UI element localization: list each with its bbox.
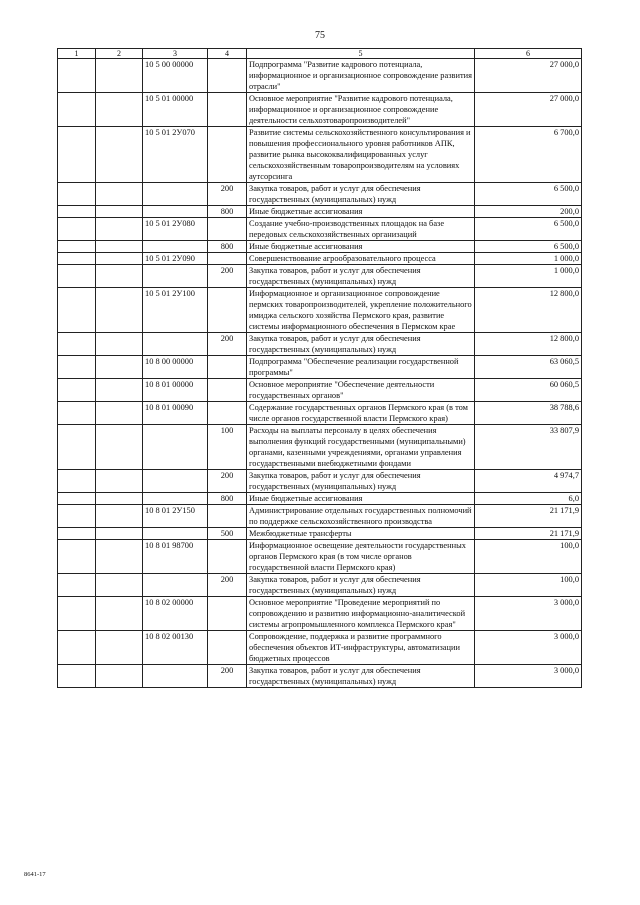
table-row <box>58 379 582 402</box>
item-name: Закупка товаров, работ и услуг для обеспечения государственных (муниципальных) нужд <box>247 574 475 597</box>
col2-cell <box>96 218 143 241</box>
col1-cell <box>58 505 96 528</box>
col1-cell <box>58 356 96 379</box>
table-row <box>58 493 582 505</box>
footer-code: 8641-17 <box>24 871 46 878</box>
col2-cell <box>96 288 143 333</box>
item-name: Сопровождение, поддержка и развитие программного обеспечения объектов ИТ-инфраструктуры, автоматизации бюджетных процессов <box>247 631 475 665</box>
amount-value: 3 000,0 <box>475 665 582 688</box>
target-article-code: 10 5 01 2У070 <box>143 127 208 183</box>
amount-value: 6 500,0 <box>475 218 582 241</box>
table-row <box>58 218 582 241</box>
item-name: Основное мероприятие "Обеспечение деятельности государственных органов" <box>247 379 475 402</box>
table-row <box>58 470 582 493</box>
col1-cell <box>58 574 96 597</box>
expense-type-code <box>208 218 247 241</box>
amount-value: 4 974,7 <box>475 470 582 493</box>
amount-value: 3 000,0 <box>475 597 582 631</box>
table-row <box>58 333 582 356</box>
table-row <box>58 93 582 127</box>
target-article-code: 10 8 01 98700 <box>143 540 208 574</box>
item-name: Основное мероприятие "Развитие кадрового потенциала, информационное и организационное сопровождение деятельности сельхозтоваропроизводителей" <box>247 93 475 127</box>
expense-type-code <box>208 597 247 631</box>
amount-value: 27 000,0 <box>475 59 582 93</box>
target-article-code <box>143 241 208 253</box>
col2-cell <box>96 206 143 218</box>
expense-type-code <box>208 505 247 528</box>
item-name: Иные бюджетные ассигнования <box>247 206 475 218</box>
col1-cell <box>58 528 96 540</box>
col2-cell <box>96 631 143 665</box>
col1-cell <box>58 127 96 183</box>
col1-cell <box>58 470 96 493</box>
col1-cell <box>58 540 96 574</box>
table-row <box>58 402 582 425</box>
col2-cell <box>96 505 143 528</box>
amount-value: 6,0 <box>475 493 582 505</box>
target-article-code: 10 8 01 00090 <box>143 402 208 425</box>
col2-cell <box>96 470 143 493</box>
table-row <box>58 505 582 528</box>
table-row <box>58 528 582 540</box>
header-cell-5: 5 <box>247 49 475 59</box>
amount-value: 6 700,0 <box>475 127 582 183</box>
expense-type-code <box>208 540 247 574</box>
target-article-code: 10 8 02 00000 <box>143 597 208 631</box>
col2-cell <box>96 665 143 688</box>
col1-cell <box>58 379 96 402</box>
item-name: Закупка товаров, работ и услуг для обеспечения государственных (муниципальных) нужд <box>247 665 475 688</box>
amount-value: 1 000,0 <box>475 253 582 265</box>
header-cell-3: 3 <box>143 49 208 59</box>
expense-type-code: 200 <box>208 665 247 688</box>
table-row <box>58 127 582 183</box>
col2-cell <box>96 356 143 379</box>
target-article-code <box>143 265 208 288</box>
col1-cell <box>58 218 96 241</box>
expense-type-code: 200 <box>208 574 247 597</box>
table-row <box>58 206 582 218</box>
target-article-code <box>143 470 208 493</box>
col2-cell <box>96 574 143 597</box>
expense-type-code: 100 <box>208 425 247 470</box>
item-name: Основное мероприятие "Проведение мероприятий по сопровождению и развитию информационно-аналитической системы агропромышленного комплекса Пермского края" <box>247 597 475 631</box>
target-article-code <box>143 206 208 218</box>
amount-value: 12 800,0 <box>475 288 582 333</box>
col2-cell <box>96 493 143 505</box>
expense-type-code: 800 <box>208 493 247 505</box>
amount-value: 33 807,9 <box>475 425 582 470</box>
col1-cell <box>58 597 96 631</box>
col1-cell <box>58 333 96 356</box>
target-article-code <box>143 183 208 206</box>
target-article-code: 10 8 01 00000 <box>143 379 208 402</box>
target-article-code: 10 8 01 2У150 <box>143 505 208 528</box>
col1-cell <box>58 183 96 206</box>
expense-type-code <box>208 356 247 379</box>
col1-cell <box>58 665 96 688</box>
item-name: Закупка товаров, работ и услуг для обеспечения государственных (муниципальных) нужд <box>247 183 475 206</box>
item-name: Информационное освещение деятельности государственных органов Пермского края (в том числе органов государственной власти Пермского края) <box>247 540 475 574</box>
item-name: Администрирование отдельных государственных полномочий по поддержке сельскохозяйственного производства <box>247 505 475 528</box>
col2-cell <box>96 425 143 470</box>
col2-cell <box>96 59 143 93</box>
expense-type-code <box>208 93 247 127</box>
table-row <box>58 265 582 288</box>
page-number: 75 <box>315 30 325 41</box>
col1-cell <box>58 265 96 288</box>
col2-cell <box>96 379 143 402</box>
header-cell-6: 6 <box>475 49 582 59</box>
target-article-code <box>143 493 208 505</box>
col2-cell <box>96 241 143 253</box>
col1-cell <box>58 59 96 93</box>
amount-value: 38 788,6 <box>475 402 582 425</box>
amount-value: 12 800,0 <box>475 333 582 356</box>
item-name: Подпрограмма "Развитие кадрового потенциала, информационное и организационное сопровождение развития отрасли" <box>247 59 475 93</box>
expense-type-code <box>208 631 247 665</box>
item-name: Подпрограмма "Обеспечение реализации государственной программы" <box>247 356 475 379</box>
table-row <box>58 253 582 265</box>
item-name: Иные бюджетные ассигнования <box>247 241 475 253</box>
col2-cell <box>96 540 143 574</box>
col2-cell <box>96 333 143 356</box>
amount-value: 200,0 <box>475 206 582 218</box>
amount-value: 27 000,0 <box>475 93 582 127</box>
target-article-code: 10 5 01 2У100 <box>143 288 208 333</box>
target-article-code <box>143 665 208 688</box>
col2-cell <box>96 528 143 540</box>
col2-cell <box>96 93 143 127</box>
target-article-code: 10 5 01 2У090 <box>143 253 208 265</box>
item-name: Закупка товаров, работ и услуг для обеспечения государственных (муниципальных) нужд <box>247 333 475 356</box>
col1-cell <box>58 493 96 505</box>
header-cell-1: 1 <box>58 49 96 59</box>
amount-value: 1 000,0 <box>475 265 582 288</box>
col1-cell <box>58 93 96 127</box>
expense-type-code <box>208 59 247 93</box>
amount-value: 100,0 <box>475 540 582 574</box>
table-row <box>58 665 582 688</box>
col1-cell <box>58 241 96 253</box>
header-cell-4: 4 <box>208 49 247 59</box>
expense-type-code: 200 <box>208 470 247 493</box>
expense-type-code: 200 <box>208 265 247 288</box>
col1-cell <box>58 631 96 665</box>
amount-value: 60 060,5 <box>475 379 582 402</box>
item-name: Иные бюджетные ассигнования <box>247 493 475 505</box>
amount-value: 100,0 <box>475 574 582 597</box>
expense-type-code <box>208 127 247 183</box>
target-article-code <box>143 333 208 356</box>
expense-type-code: 200 <box>208 333 247 356</box>
item-name: Создание учебно-производственных площадок на базе передовых сельскохозяйственных организаций <box>247 218 475 241</box>
item-name: Расходы на выплаты персоналу в целях обеспечения выполнения функций государственными (муниципальными) органами, казенными учреждениями, органами управления государственными внебюджетными фондами <box>247 425 475 470</box>
table-row <box>58 356 582 379</box>
item-name: Развитие системы сельскохозяйственного консультирования и повышения профессионального уровня работников АПК, развитие рынка высококвалифицированных услуг сельскохозяйственным товаропроизводителям на условиях аутсорсинга <box>247 127 475 183</box>
item-name: Содержание государственных органов Пермского края (в том числе органов государственной власти Пермского края) <box>247 402 475 425</box>
table-row <box>58 597 582 631</box>
budget-table <box>57 48 582 688</box>
target-article-code: 10 5 01 00000 <box>143 93 208 127</box>
col2-cell <box>96 597 143 631</box>
expense-type-code <box>208 253 247 265</box>
target-article-code: 10 8 00 00000 <box>143 356 208 379</box>
expense-type-code <box>208 379 247 402</box>
item-name: Закупка товаров, работ и услуг для обеспечения государственных (муниципальных) нужд <box>247 265 475 288</box>
expense-type-code <box>208 402 247 425</box>
col2-cell <box>96 183 143 206</box>
target-article-code <box>143 574 208 597</box>
col1-cell <box>58 253 96 265</box>
col2-cell <box>96 265 143 288</box>
amount-value: 6 500,0 <box>475 241 582 253</box>
item-name: Межбюджетные трансферты <box>247 528 475 540</box>
item-name: Совершенствование агрообразовательного процесса <box>247 253 475 265</box>
amount-value: 21 171,9 <box>475 528 582 540</box>
expense-type-code: 800 <box>208 241 247 253</box>
expense-type-code: 500 <box>208 528 247 540</box>
target-article-code: 10 8 02 00130 <box>143 631 208 665</box>
amount-value: 21 171,9 <box>475 505 582 528</box>
col1-cell <box>58 206 96 218</box>
item-name: Закупка товаров, работ и услуг для обеспечения государственных (муниципальных) нужд <box>247 470 475 493</box>
target-article-code <box>143 528 208 540</box>
target-article-code: 10 5 00 00000 <box>143 59 208 93</box>
target-article-code <box>143 425 208 470</box>
amount-value: 6 500,0 <box>475 183 582 206</box>
amount-value: 63 060,5 <box>475 356 582 379</box>
target-article-code: 10 5 01 2У080 <box>143 218 208 241</box>
table-row <box>58 425 582 470</box>
col2-cell <box>96 402 143 425</box>
table-row <box>58 574 582 597</box>
expense-type-code: 200 <box>208 183 247 206</box>
col1-cell <box>58 425 96 470</box>
col1-cell <box>58 402 96 425</box>
header-row <box>58 49 582 59</box>
expense-type-code <box>208 288 247 333</box>
table-row <box>58 59 582 93</box>
table-row <box>58 183 582 206</box>
amount-value: 3 000,0 <box>475 631 582 665</box>
col1-cell <box>58 288 96 333</box>
table-row <box>58 241 582 253</box>
expense-type-code: 800 <box>208 206 247 218</box>
table-row <box>58 631 582 665</box>
header-cell-2: 2 <box>96 49 143 59</box>
col2-cell <box>96 127 143 183</box>
item-name: Информационное и организационное сопровождение пермских товаропроизводителей, укрепление положительного имиджа сельского хозяйства Пермского края, развитие системы информационного обеспечения в Пермском крае <box>247 288 475 333</box>
table-row <box>58 540 582 574</box>
col2-cell <box>96 253 143 265</box>
table-row <box>58 288 582 333</box>
